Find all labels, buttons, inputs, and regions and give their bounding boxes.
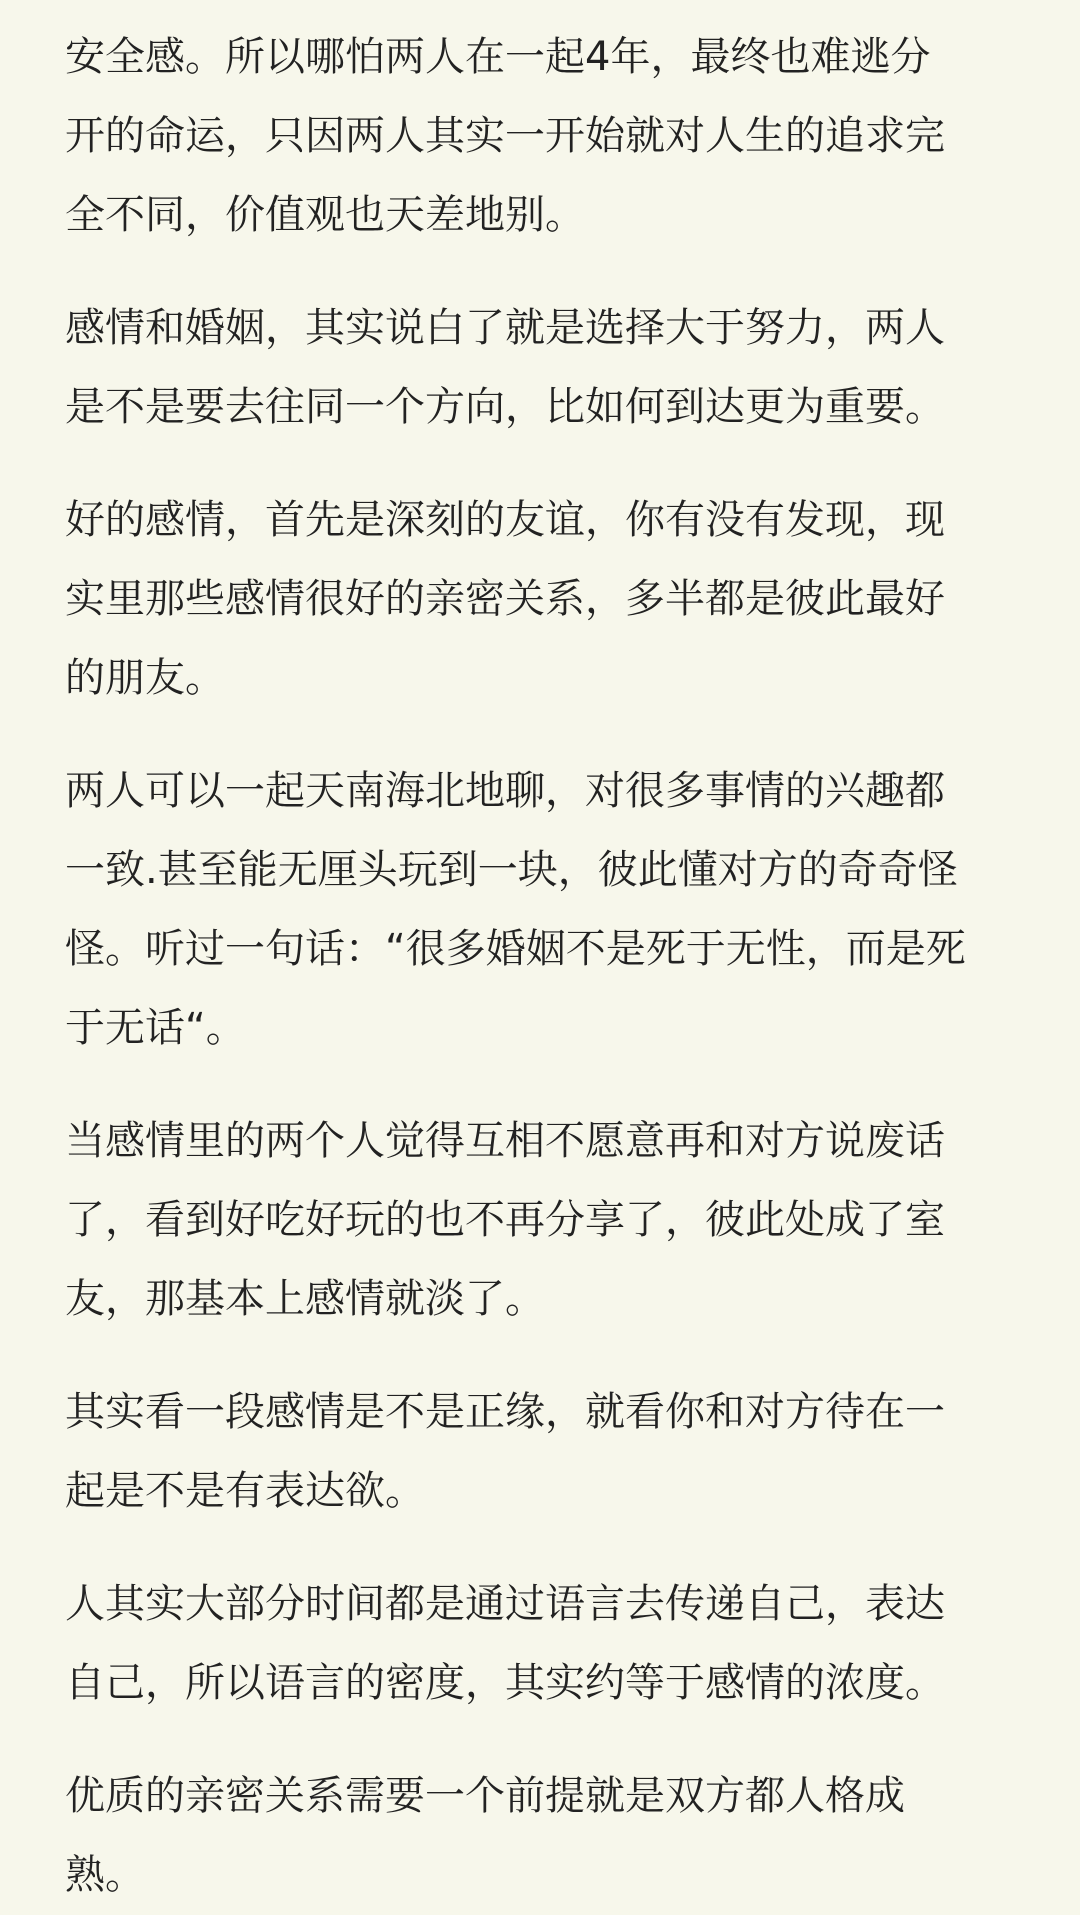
text-line: 两人可以一起天南海北地聊，对很多事情的兴趣都 <box>65 768 945 814</box>
text-line: 优质的亲密关系需要一个前提就是双方都人格成 <box>65 1773 905 1819</box>
paragraph-8 <box>65 1757 1025 1915</box>
text-line: 全不同，价值观也天差地别。 <box>65 192 585 238</box>
text-line: 自己，所以语言的密度，其实约等于感情的浓度。 <box>65 1660 945 1706</box>
text-line: 当感情里的两个人觉得互相不愿意再和对方说废话 <box>65 1118 945 1164</box>
paragraph-3 <box>65 481 1025 718</box>
text-line: 于无话“。 <box>65 1005 246 1051</box>
paragraph-5 <box>65 1102 1025 1339</box>
paragraph-1 <box>65 18 1025 255</box>
text-line: 友，那基本上感情就淡了。 <box>65 1276 545 1322</box>
text-line: 实里那些感情很好的亲密关系，多半都是彼此最好 <box>65 576 945 622</box>
paragraph-2 <box>65 289 1025 447</box>
text-line: 是不是要去往同一个方向，比如何到达更为重要。 <box>65 384 945 430</box>
paragraph-4 <box>65 752 1025 1068</box>
text-line: 开的命运，只因两人其实一开始就对人生的追求完 <box>65 113 945 159</box>
paragraph-6 <box>65 1373 1025 1531</box>
text-line: 其实看一段感情是不是正缘，就看你和对方待在一 <box>65 1389 945 1435</box>
text-line: 好的感情，首先是深刻的友谊，你有没有发现，现 <box>65 497 945 543</box>
text-line: 了，看到好吃好玩的也不再分享了，彼此处成了室 <box>65 1197 945 1243</box>
text-line: 的朋友。 <box>65 655 225 701</box>
text-line: 一致.甚至能无厘头玩到一块，彼此懂对方的奇奇怪 <box>65 847 958 893</box>
text-line: 怪。听过一句话：“很多婚姻不是死于无性，而是死 <box>65 926 966 972</box>
text-line: 安全感。所以哪怕两人在一起4年，最终也难逃分 <box>65 34 931 80</box>
text-line: 感情和婚姻，其实说白了就是选择大于努力，两人 <box>65 305 945 351</box>
text-line: 熟。 <box>65 1852 145 1898</box>
paragraph-7 <box>65 1565 1025 1723</box>
text-line: 起是不是有表达欲。 <box>65 1468 425 1514</box>
text-line: 人其实大部分时间都是通过语言去传递自己，表达 <box>65 1581 945 1627</box>
